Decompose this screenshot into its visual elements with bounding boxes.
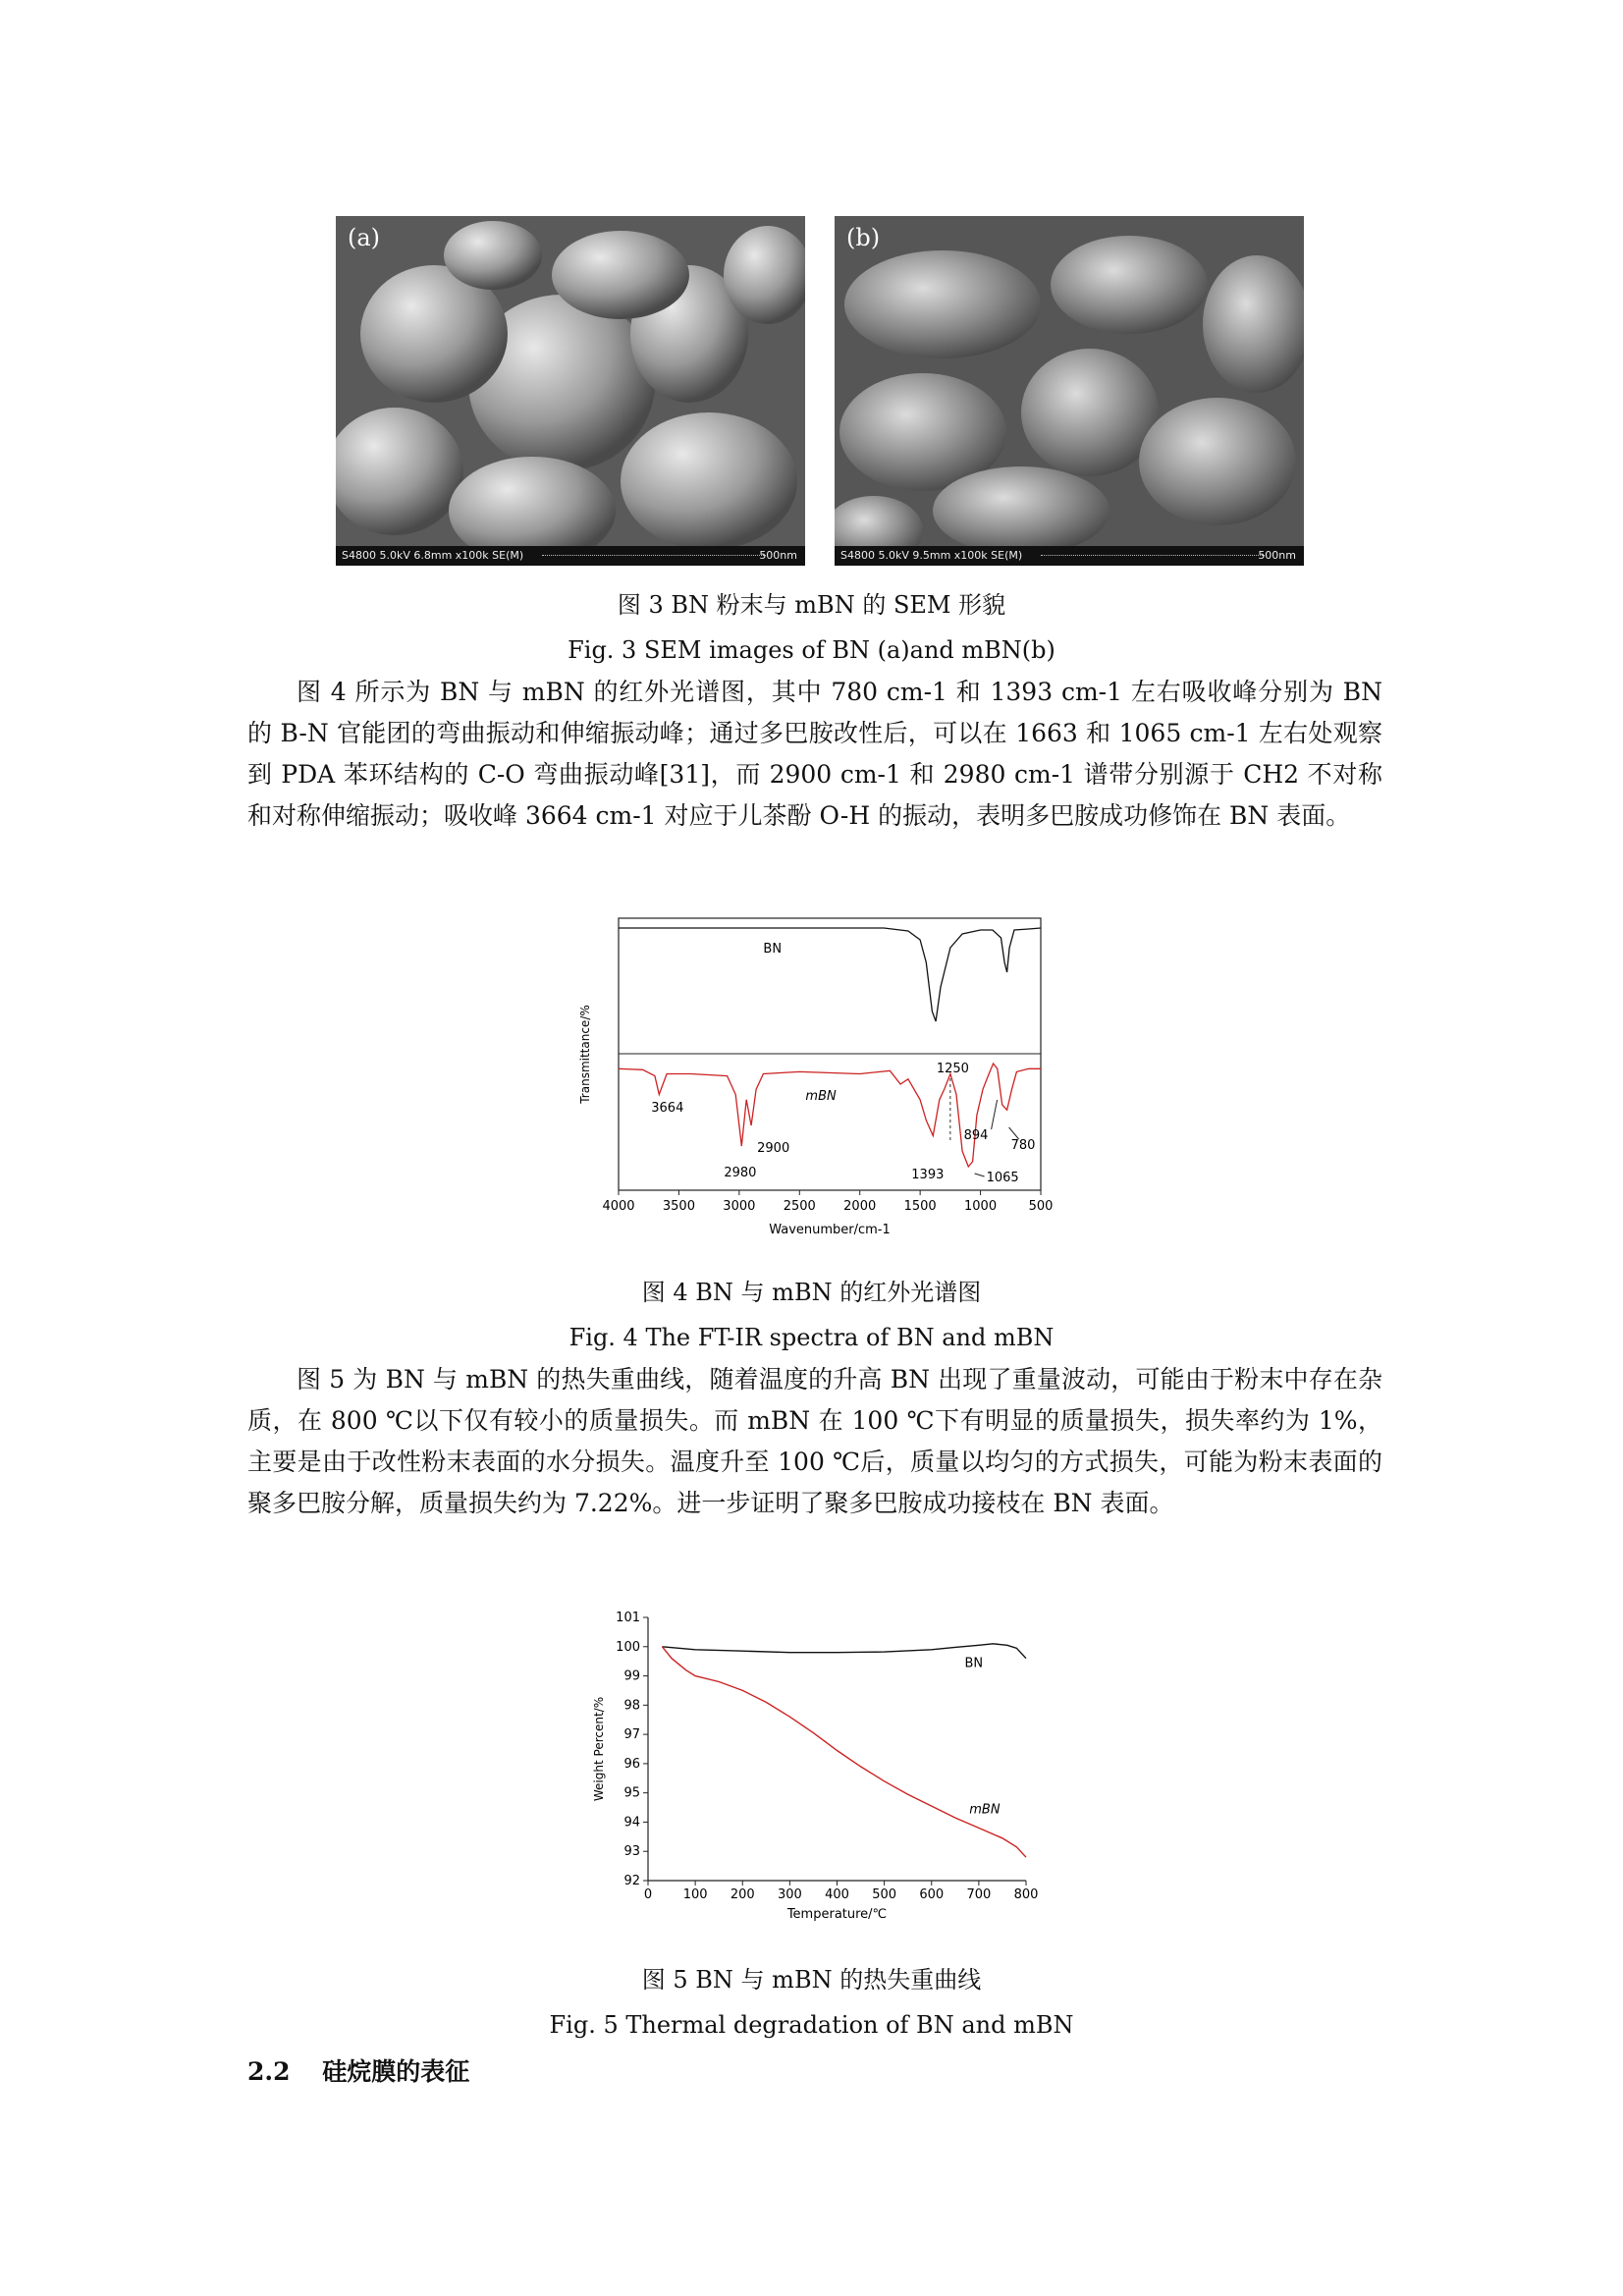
peak-label: 780	[1010, 1138, 1036, 1153]
section-heading	[247, 2052, 469, 2088]
series-label-bn: BN	[964, 1656, 984, 1671]
x-tick-label: 3500	[662, 1199, 695, 1214]
ftir-chart	[560, 903, 1070, 1257]
sem-image-b	[835, 216, 1304, 566]
peak-label: 2980	[724, 1166, 757, 1180]
sem-info-a: S4800 5.0kV 6.8mm x100k SE(M)	[342, 549, 524, 562]
figure5-caption-cn: 图 5 BN 与 mBN 的热失重曲线	[641, 1966, 982, 1994]
series-label-mbn: mBN	[969, 1802, 1001, 1818]
x-tick-label: 300	[777, 1887, 802, 1902]
section-number: 2.2	[247, 2057, 291, 2086]
x-tick-label: 100	[682, 1887, 708, 1902]
panel-label-a: (a)	[348, 224, 381, 251]
y-tick-label: 101	[616, 1611, 640, 1625]
y-tick-label: 99	[623, 1668, 640, 1684]
x-tick-label: 400	[825, 1887, 849, 1902]
sem-texture-b	[835, 216, 1304, 566]
peak-label: 1065	[986, 1171, 1019, 1185]
x-tick-label: 3000	[723, 1199, 756, 1214]
x-axis-label: Temperature/℃	[786, 1907, 888, 1922]
figure3-caption-cn: 图 3 BN 粉末与 mBN 的 SEM 形貌	[617, 591, 1006, 619]
figure4-caption-cn: 图 4 BN 与 mBN 的红外光谱图	[641, 1279, 982, 1306]
series-label-mbn: mBN	[805, 1089, 837, 1104]
series-line-mBN	[662, 1647, 1026, 1857]
y-tick-label: 92	[623, 1874, 640, 1888]
paragraph-tga: 图 5 为 BN 与 mBN 的热失重曲线，随着温度的升高 BN 出现了重量波动，可能由于粉末中存在杂质，在 800 ℃以下仅有较小的质量损失。而 mBN 在 100 ℃下有明显的质量损失，损失率约为 1%，主要是由于改性粉末表面的水分损失。温度升至 100 ℃后，质量以均匀的方式损失，可能为粉末表面的聚多巴胺分解，质量损失约为 7.22%。进一步证明了聚多巴胺成功接枝在 BN 表面。	[247, 1365, 1382, 1517]
figure4-caption-en: Fig. 4 The FT-IR spectra of BN and mBN	[568, 1324, 1055, 1351]
series-line-BN	[619, 928, 1041, 1021]
series-label-bn: BN	[763, 942, 783, 957]
x-axis-label: Wavenumber/cm-1	[769, 1223, 891, 1237]
sem-info-bar-b	[835, 546, 1304, 566]
y-axis-label: Transmittance/%	[578, 1005, 592, 1104]
paragraph-ftir: 图 4 所示为 BN 与 mBN 的红外光谱图，其中 780 cm-1 和 1393 cm-1 左右吸收峰分别为 BN 的 B-N 官能团的弯曲振动和伸缩振动峰；通过多巴胺改性后，可以在 1663 和 1065 cm-1 左右处观察到 PDA 苯环结构的 C-O 弯曲振动峰[31]，而 2900 cm-1 和 2980 cm-1 谱带分别源于 CH2 不对称和对称伸缩振动；吸收峰 3664 cm-1 对应于儿茶酚 O-H 的振动，表明多巴胺成功修饰在 BN 表面。	[247, 678, 1382, 830]
y-tick-label: 97	[623, 1727, 640, 1743]
sem-info-bar-a	[336, 546, 805, 566]
x-tick-label: 1500	[903, 1199, 937, 1214]
sem-info-b: S4800 5.0kV 9.5mm x100k SE(M)	[840, 549, 1023, 562]
peak-1065-arrow	[975, 1174, 985, 1176]
y-tick-label: 100	[616, 1639, 640, 1655]
scale-ticks-a	[542, 555, 768, 558]
peak-label: 1393	[911, 1168, 945, 1182]
y-tick-label: 93	[623, 1844, 640, 1860]
section-title: 硅烷膜的表征	[322, 2057, 470, 2086]
peak-label: 1250	[936, 1062, 969, 1076]
x-tick-label: 800	[1013, 1887, 1039, 1902]
sem-scale-b: 500nm	[1258, 549, 1296, 562]
sem-texture-a	[336, 216, 805, 566]
y-tick-label: 96	[623, 1756, 640, 1772]
x-tick-label: 1000	[964, 1199, 998, 1214]
sem-image-a	[336, 216, 805, 566]
figure5-caption-en: Fig. 5 Thermal degradation of BN and mBN	[549, 2011, 1074, 2039]
y-tick-label: 95	[623, 1785, 640, 1801]
x-tick-label: 700	[966, 1887, 992, 1902]
y-axis-label: Weight Percent/%	[592, 1696, 606, 1802]
x-tick-label: 600	[919, 1887, 945, 1902]
scale-ticks-b	[1041, 555, 1267, 558]
tga-chart	[579, 1596, 1060, 1949]
peak-894-arrow	[992, 1100, 998, 1129]
y-tick-label: 98	[623, 1698, 640, 1714]
x-tick-label: 0	[643, 1887, 653, 1902]
y-tick-label: 94	[623, 1815, 640, 1831]
sem-scale-a: 500nm	[759, 549, 797, 562]
x-tick-label: 200	[730, 1887, 755, 1902]
peak-label: 2900	[757, 1141, 790, 1156]
figure3-caption-en: Fig. 3 SEM images of BN (a)and mBN(b)	[568, 636, 1055, 664]
x-tick-label: 2000	[843, 1199, 877, 1214]
peak-label: 3664	[651, 1101, 684, 1116]
panel-label-b: (b)	[846, 224, 881, 251]
x-tick-label: 4000	[602, 1199, 635, 1214]
x-tick-label: 500	[872, 1887, 897, 1902]
x-tick-label: 2500	[783, 1199, 816, 1214]
peak-label: 894	[963, 1128, 989, 1143]
x-tick-label: 500	[1028, 1199, 1054, 1214]
